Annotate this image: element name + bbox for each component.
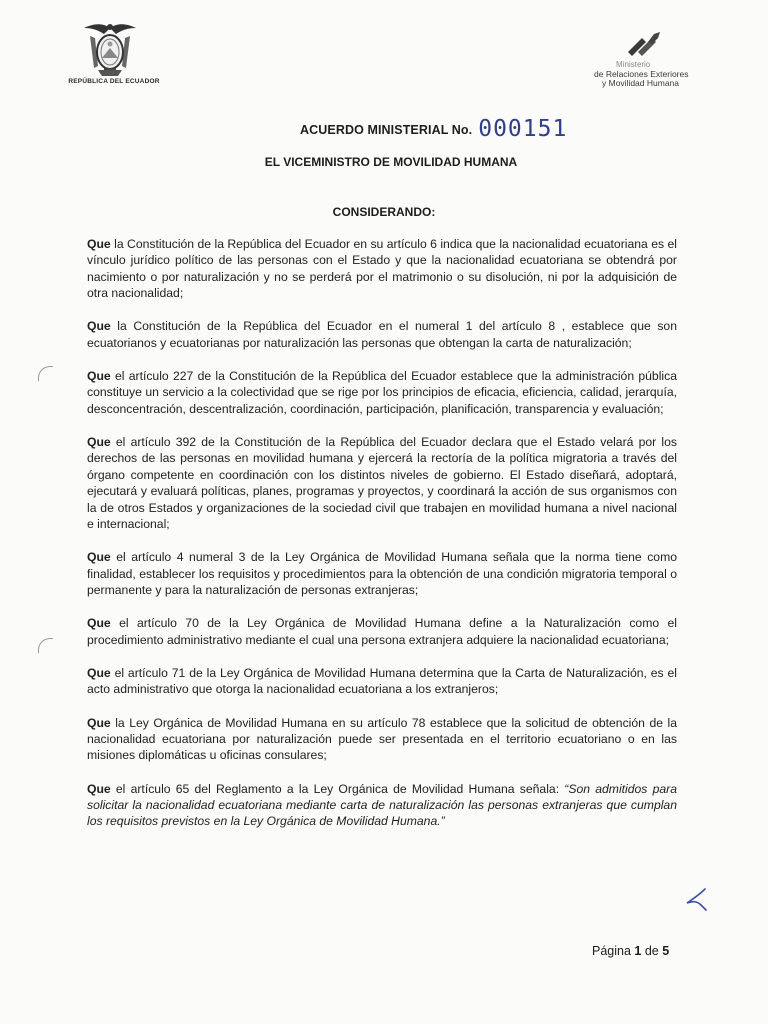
paragraph-lead: Que bbox=[87, 369, 111, 384]
paragraph-lead: Que bbox=[87, 319, 111, 334]
acuerdo-label: ACUERDO MINISTERIAL No. bbox=[300, 123, 473, 137]
paragraph-text: el artículo 4 numeral 3 de la Ley Orgánica de Movilidad Humana señala que la norma tiene como finalidad, establecer los requisitos y procedimientos para la obtención de una condición migratoria temporal o permanente y para la naturalización de personas extranjeras; bbox=[87, 550, 677, 598]
paragraph bbox=[87, 318, 677, 351]
issuer-heading: EL VICEMINISTRO DE MOVILIDAD HUMANA bbox=[264, 155, 518, 169]
page-number bbox=[592, 944, 669, 958]
margin-mark bbox=[38, 638, 53, 653]
paragraph-lead: Que bbox=[87, 781, 111, 796]
paragraph-text: la Constitución de la República del Ecuador en el numeral 1 del artículo 8 , establece que son ecuatorianos y ecuatorianas por naturalización las personas que obtengan la carta de naturalización; bbox=[87, 319, 677, 350]
paragraph-lead: Que bbox=[87, 550, 111, 565]
paragraph-text: el artículo 392 de la Constitución de la República del Ecuador declara que el Estado velará por los derechos de las personas en movilidad humana y ejercerá la rectoría de la política migratoria a través del órgano competente en coordinación con los distintos niveles de gobierno. El Estado diseñará, adoptará, ejecutará y evaluará políticas, planes, programas y proyectos, y coordinará la acción de sus organismos con la de otros Estados y organizaciones de la sociedad civil que trabajen en movilidad humana a nivel nacional e internacional; bbox=[87, 435, 677, 532]
paragraph-text: el artículo 71 de la Ley Orgánica de Movilidad Humana determina que la Carta de Naturalización, es el acto administrativo que otorga la nacionalidad ecuatoriana a los extranjeros; bbox=[87, 665, 677, 697]
acuerdo-number: 000151 bbox=[478, 116, 568, 142]
paragraph bbox=[87, 549, 677, 598]
paragraph-text: el artículo 227 de la Constitución de la República del Ecuador establece que la administración pública constituye un servicio a la colectividad que se rige por los principios de eficacia, eficiencia, calidad, jerarquía, desconcentración, descentralización, coordinación, participación, planificación, transparencia y evaluación; bbox=[87, 369, 677, 416]
paragraph-lead: Que bbox=[87, 715, 111, 730]
republic-caption: REPÚBLICA DEL ECUADOR bbox=[68, 78, 160, 85]
paragraph bbox=[87, 665, 677, 698]
paragraph-lead: Que bbox=[87, 616, 111, 631]
margin-mark bbox=[38, 366, 53, 381]
acuerdo-heading bbox=[300, 114, 600, 140]
paragraph bbox=[87, 236, 677, 302]
ministry-line-1: Ministerio bbox=[616, 60, 651, 69]
ministry-logo bbox=[624, 30, 664, 58]
paragraph bbox=[87, 781, 677, 830]
paragraph bbox=[87, 615, 677, 648]
page-total: 5 bbox=[662, 944, 670, 958]
ministry-line-3: y Movilidad Humana bbox=[602, 78, 680, 88]
ministry-line-2: de Relaciones Exteriores bbox=[594, 68, 689, 79]
handwritten-initial bbox=[683, 885, 711, 911]
paragraph-lead: Que bbox=[87, 435, 111, 450]
paragraph-text: el artículo 65 del Reglamento a la Ley Orgánica de Movilidad Humana señala: bbox=[110, 781, 565, 796]
paragraph bbox=[87, 434, 677, 532]
paragraph-lead: Que bbox=[87, 237, 111, 251]
considerando-heading: CONSIDERANDO: bbox=[332, 205, 436, 219]
ministry-name bbox=[586, 60, 716, 89]
paragraph-text: la Constitución de la República del Ecuador en su artículo 6 indica que la nacionalidad ecuatoriana es el vínculo jurídico político de las personas con el Estado y que la nacionalidad ecuatoriana se obtendrá por nacimiento o por naturalización y no se perderá por el matrimonio o su disolución, ni por la adquisición de otra nacionalidad; bbox=[87, 237, 677, 301]
paragraph-quote: “Son admitidos para solicitar la nacionalidad ecuatoriana mediante carta de naturalización las personas extranjeras que cumplan los requisitos previstos en la Ley Orgánica de Movilidad Humana.” bbox=[87, 781, 677, 829]
document-body bbox=[87, 236, 677, 847]
coat-of-arms-logo bbox=[80, 18, 140, 80]
of-word: de bbox=[644, 944, 659, 958]
paragraph-lead: Que bbox=[87, 665, 111, 680]
paragraph bbox=[87, 715, 677, 764]
page-word: Página bbox=[592, 944, 631, 958]
paragraph bbox=[87, 368, 677, 417]
paragraph-text: la Ley Orgánica de Movilidad Humana en su artículo 78 establece que la solicitud de obtención de la nacionalidad ecuatoriana por naturalización puede ser presentada en el territorio ecuatoriano o en las misiones diplomáticas u oficinas consulares; bbox=[87, 715, 677, 763]
page-current: 1 bbox=[634, 944, 642, 958]
paragraph-text: el artículo 70 de la Ley Orgánica de Movilidad Humana define a la Naturalización como el procedimiento administrativo mediante el cual una persona extranjera adquiere la nacionalidad ecuatoriana; bbox=[87, 616, 677, 647]
